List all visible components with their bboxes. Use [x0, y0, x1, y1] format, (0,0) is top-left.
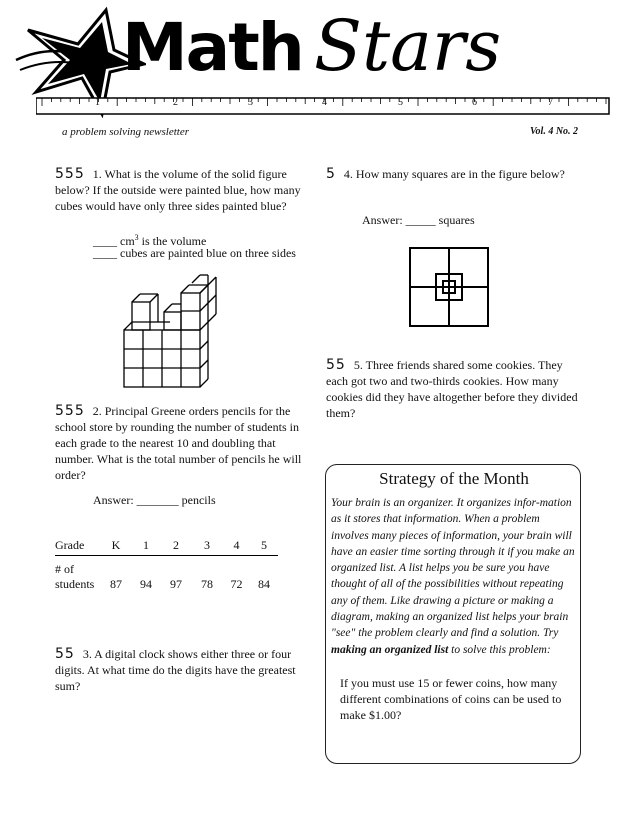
- ruler-number-3: 3: [248, 97, 253, 108]
- student-count-cell: 78: [201, 577, 213, 591]
- grade-table: [55, 536, 278, 594]
- ruler-number-1: 1: [95, 97, 100, 108]
- problem-1: [55, 166, 313, 214]
- strategy-problem: If you must use 15 or fewer coins, how many different combinations of coins can be used to make $1.00?: [340, 676, 562, 722]
- table-row: [55, 536, 278, 556]
- ruler-number-5: 5: [398, 97, 403, 108]
- masthead-title-math: Math: [122, 9, 303, 86]
- table-row: [55, 556, 278, 595]
- masthead-title-stars: Stars: [314, 5, 502, 87]
- problem-2: [55, 403, 313, 483]
- table-header-label: Grade: [55, 536, 101, 556]
- strategy-box: [325, 464, 581, 764]
- student-count-cell: 72: [230, 577, 243, 591]
- difficulty-mark: 555: [55, 166, 85, 182]
- problem-2-text: 2. Principal Greene orders pencils for the school store by rounding the number of students in each grade to the nearest 10 and doubling that number. What is the total number of pencils he will order?: [55, 404, 302, 482]
- problem-4: [326, 166, 582, 182]
- difficulty-mark: 5: [326, 166, 336, 182]
- problem-1-answer-line-2: ____ cubes are painted blue on three sides: [93, 246, 296, 260]
- problem-5-text: 5. Three friends shared some cookies. They each got two and two-thirds cookies. How many cookies did they have altogether before they divided them?: [326, 358, 578, 420]
- unit-exponent: 3: [134, 233, 139, 242]
- problem-3: [55, 646, 313, 694]
- strategy-body-emphasis: making an organized list: [331, 643, 449, 656]
- grade-cell: K: [101, 536, 131, 556]
- students-label: [55, 556, 101, 595]
- difficulty-mark: 55: [55, 646, 75, 662]
- unit-cm: cm: [120, 234, 135, 248]
- answer-line-text: is the volume: [138, 234, 207, 248]
- problem-1-text: 1. What is the volume of the solid figure below? If the outside were painted blue, how many cubes would have only three sides painted blue?: [55, 167, 301, 213]
- ruler-number-7: 7: [548, 97, 553, 108]
- grade-cell: 4: [223, 536, 250, 556]
- student-count-cell: 97: [170, 577, 182, 591]
- ruler-number-2: 2: [173, 97, 178, 108]
- strategy-body: [331, 495, 577, 658]
- grade-cell: 3: [191, 536, 223, 556]
- grade-cell: 2: [161, 536, 191, 556]
- cube-solid-figure: [120, 272, 224, 394]
- difficulty-mark: 555: [55, 403, 85, 419]
- ruler-number-4: 4: [322, 97, 327, 108]
- answer-blank: ____: [93, 234, 117, 248]
- problem-4-text: 4. How many squares are in the figure below?: [343, 167, 565, 181]
- squares-figure: [408, 246, 490, 328]
- problem-3-text: 3. A digital clock shows either three or four digits. At what time do the digits have the greatest sum?: [55, 647, 296, 693]
- difficulty-mark: 55: [326, 357, 346, 373]
- strategy-body-text: Your brain is an organizer. It organizes infor-mation as it stores that information. When a problem involves many pieces of information, your brain will have an easier time sorting through it if you make an organized list. A list helps you be sure you have thought of all of the possibilities without repeating any of them. Like drawing a picture or making a diagram, making an organized list helps your brain "see" the problem clearly and find a solution. Try: [331, 497, 575, 640]
- strategy-title: Strategy of the Month: [379, 469, 529, 488]
- strategy-body-end: to solve this problem:: [448, 643, 551, 656]
- tagline: a problem solving newsletter: [62, 126, 189, 138]
- student-count-cell: 87: [110, 577, 122, 591]
- ruler-number-6: 6: [472, 97, 477, 108]
- grade-cell: 1: [131, 536, 161, 556]
- volume-label: Vol. 4 No. 2: [530, 126, 579, 137]
- student-count-cell: 94: [140, 577, 152, 591]
- problem-2-answer: Answer: _______ pencils: [93, 493, 216, 507]
- students-label-line-2: students: [55, 577, 95, 591]
- problem-4-answer: Answer: _____ squares: [362, 213, 475, 227]
- student-count-cell: 84: [258, 577, 270, 591]
- grade-cell: 5: [250, 536, 278, 556]
- students-label-line-1: # of: [55, 562, 74, 576]
- problem-5: [326, 357, 582, 421]
